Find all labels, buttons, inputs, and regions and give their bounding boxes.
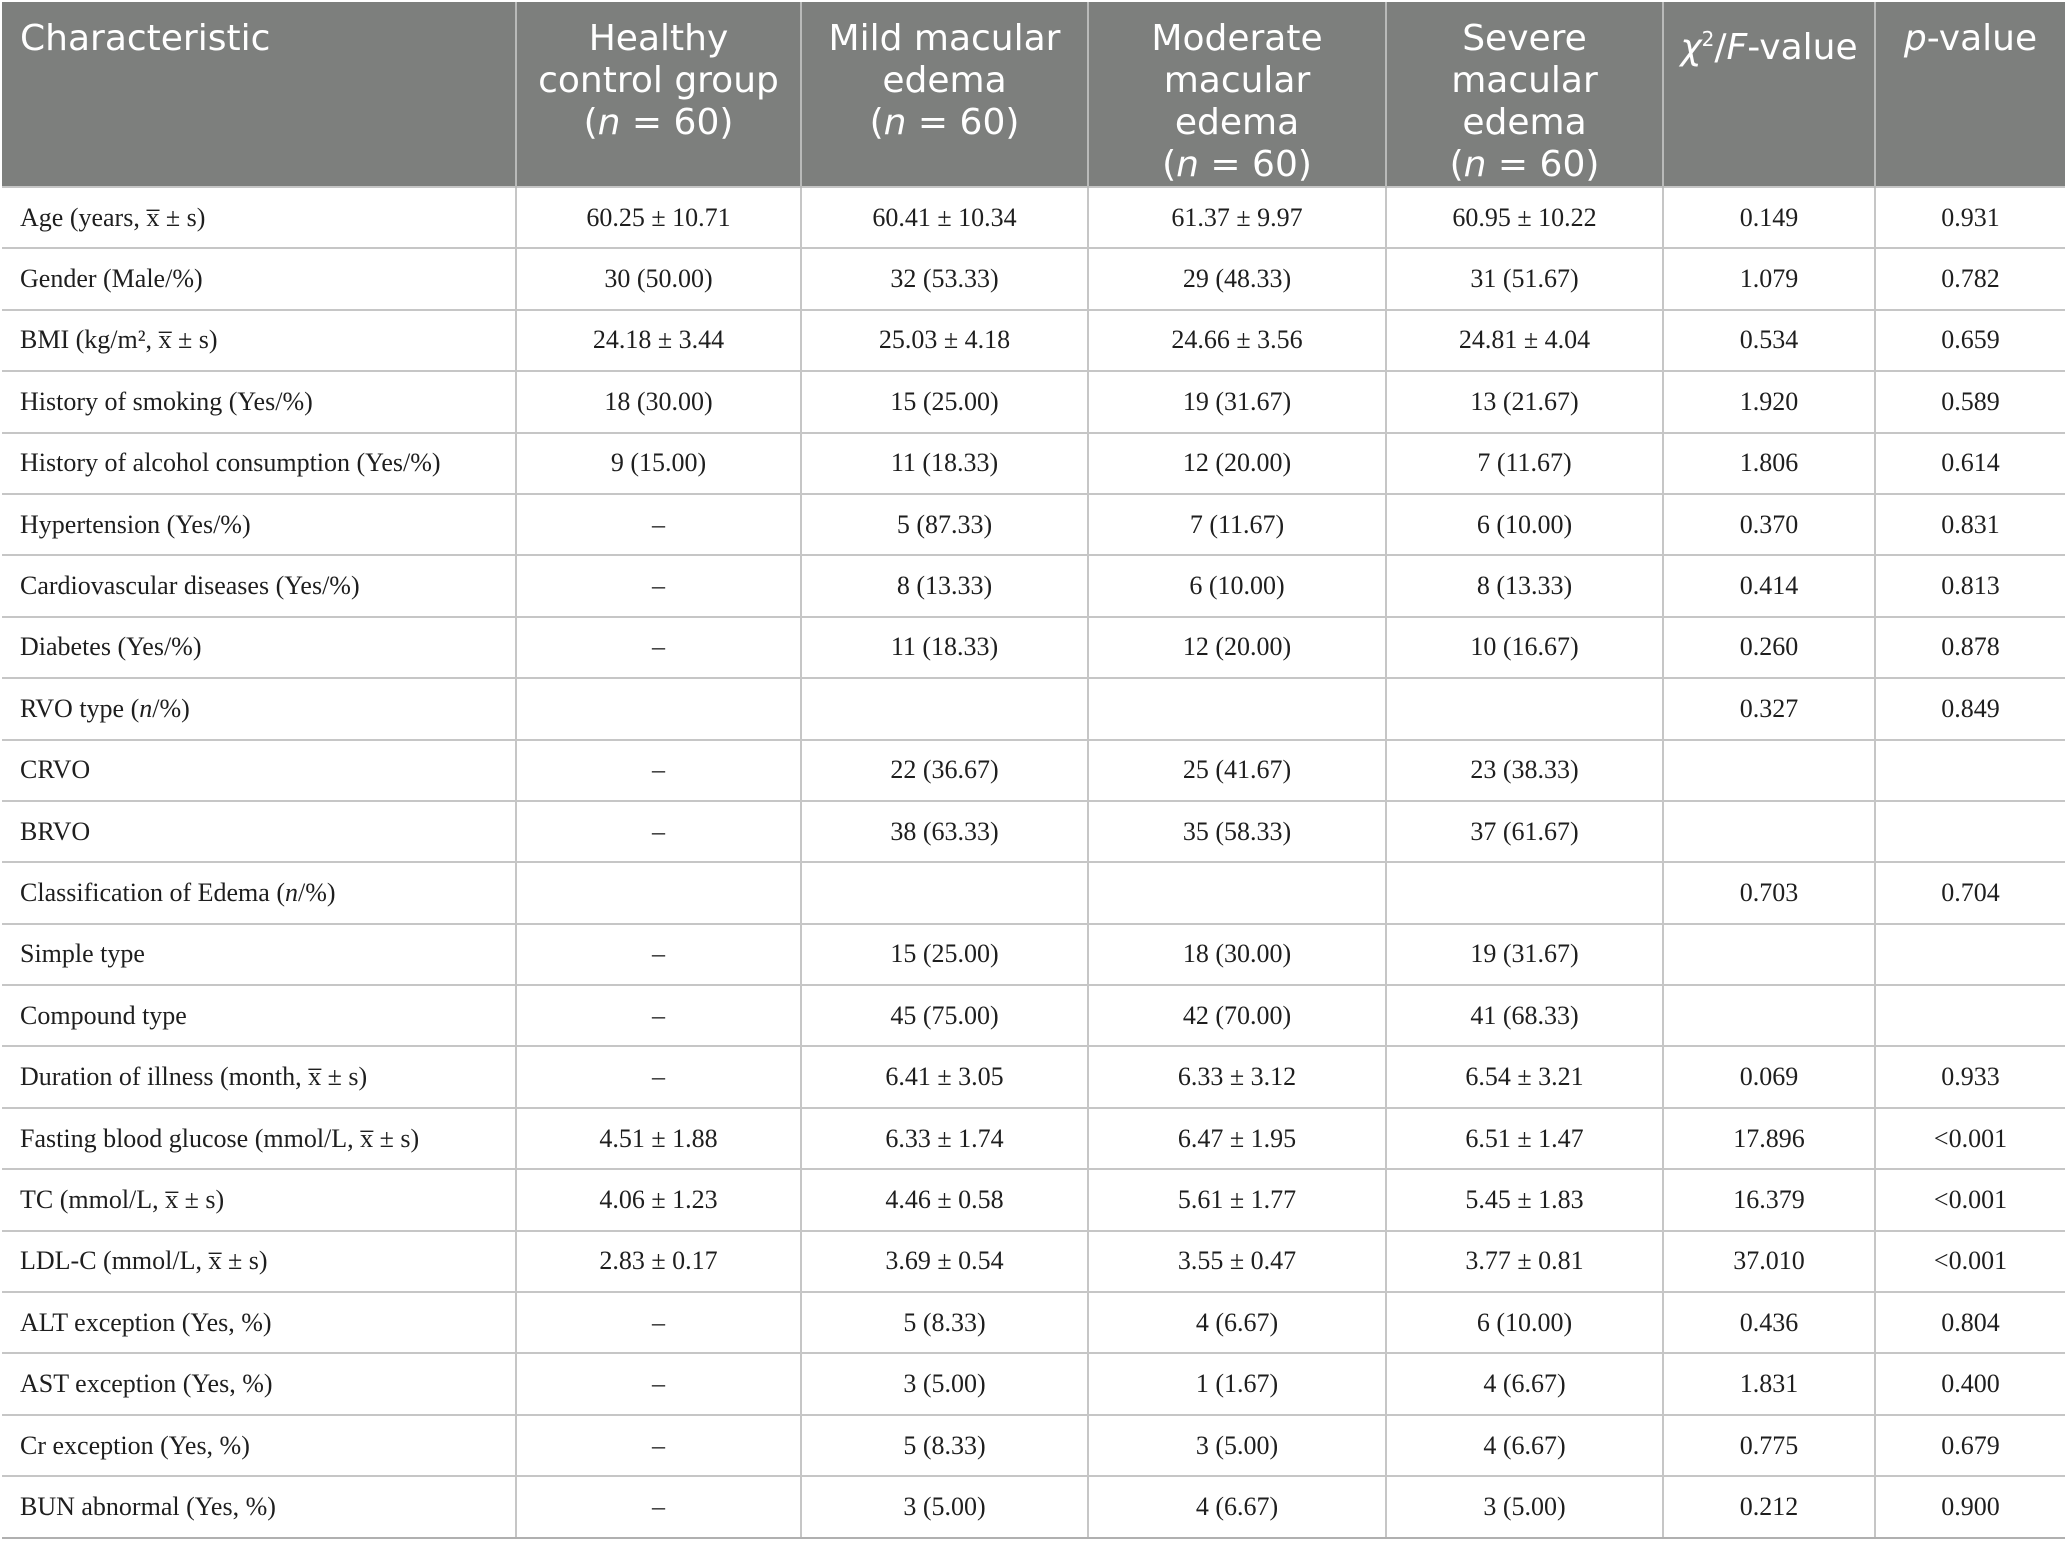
table-cell: – <box>516 617 801 678</box>
header-n: (n = 60) <box>1162 144 1312 185</box>
header-n: (n = 60) <box>583 102 734 143</box>
table-cell: 0.775 <box>1663 1415 1875 1476</box>
table-cell: 0.534 <box>1663 310 1875 371</box>
table-cell: 25 (41.67) <box>1088 740 1386 801</box>
table-cell: 0.659 <box>1875 310 2065 371</box>
header-characteristic <box>2 2 516 187</box>
table-cell: 37 (61.67) <box>1386 801 1663 862</box>
table-cell <box>1663 985 1875 1046</box>
table-cell: 6 (10.00) <box>1386 494 1663 555</box>
table-cell: 0.804 <box>1875 1292 2065 1353</box>
table-cell: 31 (51.67) <box>1386 248 1663 309</box>
row-label: LDL-C (mmol/L, x̅ ± s) <box>2 1231 516 1292</box>
table-row <box>2 924 2065 985</box>
table-cell: 19 (31.67) <box>1088 371 1386 432</box>
table-cell: 0.414 <box>1663 555 1875 616</box>
table-cell: 7 (11.67) <box>1386 433 1663 494</box>
row-label: History of smoking (Yes/%) <box>2 371 516 432</box>
table-cell: 24.66 ± 3.56 <box>1088 310 1386 371</box>
table-cell: 3.77 ± 0.81 <box>1386 1231 1663 1292</box>
table-row <box>2 1231 2065 1292</box>
row-label: Compound type <box>2 985 516 1046</box>
table-row <box>2 1169 2065 1230</box>
table-cell: 3 (5.00) <box>1386 1476 1663 1537</box>
table-cell: 29 (48.33) <box>1088 248 1386 309</box>
table-row <box>2 740 2065 801</box>
table-cell: 37.010 <box>1663 1231 1875 1292</box>
table-cell: 24.18 ± 3.44 <box>516 310 801 371</box>
table-cell: 30 (50.00) <box>516 248 801 309</box>
row-label: Duration of illness (month, x̅ ± s) <box>2 1046 516 1107</box>
row-label: History of alcohol consumption (Yes/%) <box>2 433 516 494</box>
table-cell: 0.849 <box>1875 678 2065 739</box>
row-label: Hypertension (Yes/%) <box>2 494 516 555</box>
table-cell: 0.813 <box>1875 555 2065 616</box>
table-cell <box>1663 924 1875 985</box>
table-cell <box>516 678 801 739</box>
table-cell: 3 (5.00) <box>801 1353 1088 1414</box>
header-line: Mild macular <box>828 18 1061 59</box>
table-cell: 4 (6.67) <box>1088 1292 1386 1353</box>
table-cell: – <box>516 1353 801 1414</box>
table-cell <box>1875 924 2065 985</box>
table-cell: 0.614 <box>1875 433 2065 494</box>
table-cell: 6 (10.00) <box>1088 555 1386 616</box>
table-cell: – <box>516 801 801 862</box>
header-healthy-control <box>516 2 801 187</box>
header-line: macular <box>1451 60 1598 101</box>
table-cell: 11 (18.33) <box>801 617 1088 678</box>
table-cell: 4.46 ± 0.58 <box>801 1169 1088 1230</box>
table-cell: 8 (13.33) <box>1386 555 1663 616</box>
table-row <box>2 1476 2065 1537</box>
table-cell: 3.55 ± 0.47 <box>1088 1231 1386 1292</box>
table-row <box>2 801 2065 862</box>
table-cell: 1.920 <box>1663 371 1875 432</box>
table-row <box>2 617 2065 678</box>
table-header <box>2 2 2065 187</box>
table-cell: <0.001 <box>1875 1108 2065 1169</box>
table-cell: 0.831 <box>1875 494 2065 555</box>
table-cell: 6.41 ± 3.05 <box>801 1046 1088 1107</box>
header-n: (n = 60) <box>1449 144 1600 185</box>
table-cell: 8 (13.33) <box>801 555 1088 616</box>
header-line: Healthy <box>588 18 729 59</box>
table-cell: 18 (30.00) <box>516 371 801 432</box>
table-cell: – <box>516 1476 801 1537</box>
row-label: TC (mmol/L, x̅ ± s) <box>2 1169 516 1230</box>
table-cell: 17.896 <box>1663 1108 1875 1169</box>
row-label: BRVO <box>2 801 516 862</box>
table-cell <box>1386 678 1663 739</box>
table-row <box>2 1046 2065 1107</box>
row-label: Fasting blood glucose (mmol/L, x̅ ± s) <box>2 1108 516 1169</box>
table-row <box>2 310 2065 371</box>
table-cell: <0.001 <box>1875 1231 2065 1292</box>
table-cell: 0.436 <box>1663 1292 1875 1353</box>
row-label: Gender (Male/%) <box>2 248 516 309</box>
table-cell: 6.33 ± 3.12 <box>1088 1046 1386 1107</box>
table-cell: 13 (21.67) <box>1386 371 1663 432</box>
table-cell: 0.149 <box>1663 187 1875 248</box>
header-line: edema <box>1462 102 1587 143</box>
table-cell: 6.47 ± 1.95 <box>1088 1108 1386 1169</box>
row-label: BUN abnormal (Yes, %) <box>2 1476 516 1537</box>
row-label: Cardiovascular diseases (Yes/%) <box>2 555 516 616</box>
header-statistic-value: $\chi^2/F$-value <box>1663 2 1875 187</box>
row-label: Cr exception (Yes, %) <box>2 1415 516 1476</box>
table-cell <box>1875 740 2065 801</box>
table-row <box>2 862 2065 923</box>
table-cell: 45 (75.00) <box>801 985 1088 1046</box>
table-cell: 0.589 <box>1875 371 2065 432</box>
table-cell: 24.81 ± 4.04 <box>1386 310 1663 371</box>
row-label: AST exception (Yes, %) <box>2 1353 516 1414</box>
table-cell: 0.704 <box>1875 862 2065 923</box>
table-cell: 0.900 <box>1875 1476 2065 1537</box>
table-row <box>2 1415 2065 1476</box>
row-label: Classification of Edema (n/%) <box>2 862 516 923</box>
table-cell: 2.83 ± 0.17 <box>516 1231 801 1292</box>
table-cell: 0.400 <box>1875 1353 2065 1414</box>
table-cell: 5.45 ± 1.83 <box>1386 1169 1663 1230</box>
table-cell: 42 (70.00) <box>1088 985 1386 1046</box>
table-cell: 35 (58.33) <box>1088 801 1386 862</box>
table-row <box>2 187 2065 248</box>
header-line: Severe <box>1462 18 1587 59</box>
table-row <box>2 555 2065 616</box>
table-cell: 4 (6.67) <box>1088 1476 1386 1537</box>
table-row <box>2 678 2065 739</box>
table-cell: 18 (30.00) <box>1088 924 1386 985</box>
table-cell: – <box>516 1046 801 1107</box>
table-cell: 0.703 <box>1663 862 1875 923</box>
table-cell: – <box>516 985 801 1046</box>
row-label: CRVO <box>2 740 516 801</box>
table-cell: 4.06 ± 1.23 <box>516 1169 801 1230</box>
table-cell: – <box>516 924 801 985</box>
table-cell: 32 (53.33) <box>801 248 1088 309</box>
header-line: control group <box>538 60 779 101</box>
table-cell: 0.212 <box>1663 1476 1875 1537</box>
table-cell: 0.370 <box>1663 494 1875 555</box>
table-cell: 12 (20.00) <box>1088 433 1386 494</box>
table-row <box>2 1108 2065 1169</box>
table-cell: 1.806 <box>1663 433 1875 494</box>
table-cell: 0.327 <box>1663 678 1875 739</box>
table-cell: 1 (1.67) <box>1088 1353 1386 1414</box>
table-cell: 25.03 ± 4.18 <box>801 310 1088 371</box>
header-mild-edema <box>801 2 1088 187</box>
table-cell: 9 (15.00) <box>516 433 801 494</box>
row-label: RVO type (n/%) <box>2 678 516 739</box>
table-cell: 3 (5.00) <box>1088 1415 1386 1476</box>
table-cell <box>1088 862 1386 923</box>
table-cell <box>1088 678 1386 739</box>
table-cell: 0.933 <box>1875 1046 2065 1107</box>
characteristics-table <box>2 2 2065 1539</box>
table-cell: – <box>516 494 801 555</box>
row-label: BMI (kg/m², x̅ ± s) <box>2 310 516 371</box>
table-cell: 0.679 <box>1875 1415 2065 1476</box>
table-cell: 15 (25.00) <box>801 371 1088 432</box>
table-cell: 5 (8.33) <box>801 1415 1088 1476</box>
table-cell: 5.61 ± 1.77 <box>1088 1169 1386 1230</box>
table-cell: 4 (6.67) <box>1386 1415 1663 1476</box>
table-cell: 7 (11.67) <box>1088 494 1386 555</box>
table-cell: 10 (16.67) <box>1386 617 1663 678</box>
table-cell: – <box>516 1415 801 1476</box>
table-cell: 6.51 ± 1.47 <box>1386 1108 1663 1169</box>
table-cell <box>1663 801 1875 862</box>
table-container <box>2 2 2065 1539</box>
table-cell <box>801 678 1088 739</box>
table-body <box>2 187 2065 1538</box>
table-cell: 22 (36.67) <box>801 740 1088 801</box>
table-cell: 0.931 <box>1875 187 2065 248</box>
row-label: Simple type <box>2 924 516 985</box>
table-cell: 15 (25.00) <box>801 924 1088 985</box>
row-label: Age (years, x̅ ± s) <box>2 187 516 248</box>
table-cell: 6.54 ± 3.21 <box>1386 1046 1663 1107</box>
header-line: edema <box>882 60 1007 101</box>
header-line: macular <box>1163 60 1311 101</box>
table-cell: 0.782 <box>1875 248 2065 309</box>
table-cell: – <box>516 740 801 801</box>
header-characteristic-label: Characteristic <box>20 18 271 59</box>
table-row <box>2 433 2065 494</box>
table-cell: 5 (8.33) <box>801 1292 1088 1353</box>
table-cell: 23 (38.33) <box>1386 740 1663 801</box>
table-cell: 6.33 ± 1.74 <box>801 1108 1088 1169</box>
table-cell: 6 (10.00) <box>1386 1292 1663 1353</box>
table-cell: 60.95 ± 10.22 <box>1386 187 1663 248</box>
table-cell: 41 (68.33) <box>1386 985 1663 1046</box>
table-cell <box>1875 985 2065 1046</box>
table-cell: 1.079 <box>1663 248 1875 309</box>
table-cell: – <box>516 555 801 616</box>
header-moderate-edema <box>1088 2 1386 187</box>
table-cell: 0.878 <box>1875 617 2065 678</box>
table-cell <box>1875 801 2065 862</box>
table-cell <box>801 862 1088 923</box>
table-cell: 16.379 <box>1663 1169 1875 1230</box>
row-label: ALT exception (Yes, %) <box>2 1292 516 1353</box>
table-cell: <0.001 <box>1875 1169 2065 1230</box>
header-line: edema <box>1174 102 1300 143</box>
table-cell <box>1386 862 1663 923</box>
table-cell: 4 (6.67) <box>1386 1353 1663 1414</box>
table-cell: 60.41 ± 10.34 <box>801 187 1088 248</box>
row-label: Diabetes (Yes/%) <box>2 617 516 678</box>
table-cell: 5 (87.33) <box>801 494 1088 555</box>
table-cell: 12 (20.00) <box>1088 617 1386 678</box>
table-cell: 4.51 ± 1.88 <box>516 1108 801 1169</box>
table-row <box>2 1353 2065 1414</box>
table-row <box>2 248 2065 309</box>
table-cell <box>516 862 801 923</box>
table-cell: 38 (63.33) <box>801 801 1088 862</box>
table-cell: 19 (31.67) <box>1386 924 1663 985</box>
header-p-value: p-value <box>1875 2 2065 187</box>
table-cell: 11 (18.33) <box>801 433 1088 494</box>
table-row <box>2 985 2065 1046</box>
table-cell: 0.260 <box>1663 617 1875 678</box>
table-cell <box>1663 740 1875 801</box>
table-cell: 1.831 <box>1663 1353 1875 1414</box>
table-cell: 0.069 <box>1663 1046 1875 1107</box>
table-cell: 61.37 ± 9.97 <box>1088 187 1386 248</box>
table-row <box>2 371 2065 432</box>
table-cell: – <box>516 1292 801 1353</box>
table-cell: 3.69 ± 0.54 <box>801 1231 1088 1292</box>
header-line: Moderate <box>1151 18 1323 59</box>
table-row <box>2 494 2065 555</box>
table-cell: 3 (5.00) <box>801 1476 1088 1537</box>
table-cell: 60.25 ± 10.71 <box>516 187 801 248</box>
table-row <box>2 1292 2065 1353</box>
header-severe-edema <box>1386 2 1663 187</box>
header-n: (n = 60) <box>869 102 1020 143</box>
